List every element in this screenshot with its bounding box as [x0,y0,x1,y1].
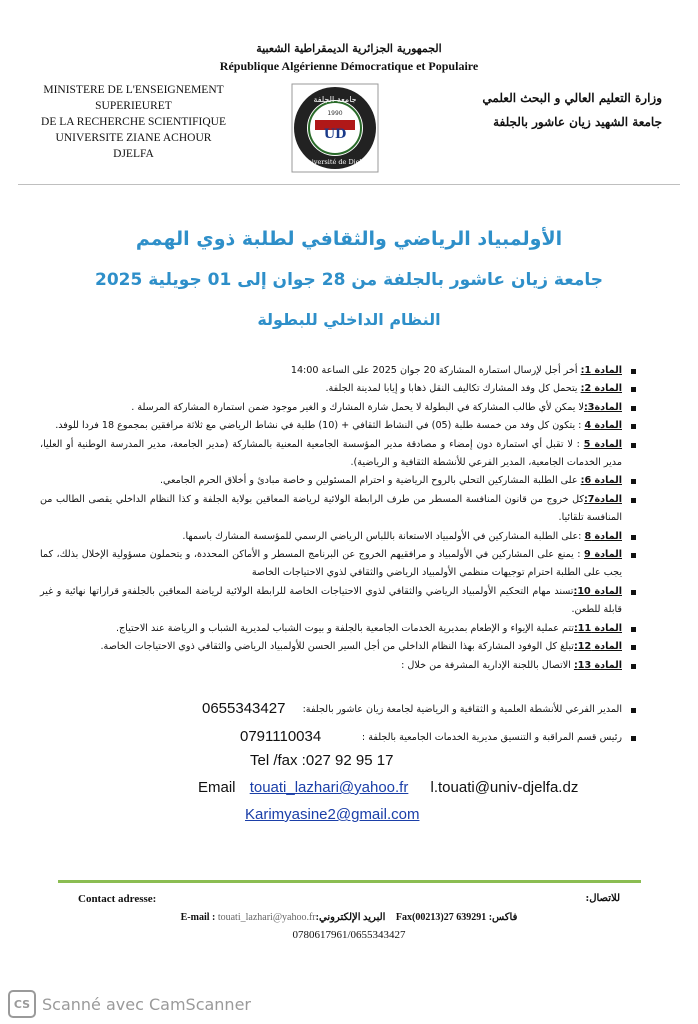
article-text: كل خروج من قانون المنافسة المسطر من طرف الرابطة الولائية لرياضة المعاقين بولاية الجلفة و كذا النظام الداخلي يقصى الطالب من المنافسة تلقائيا. [40,493,622,524]
email-link[interactable]: touati_lazhari@yahoo.fr [249,779,409,796]
university-name-ar: جامعة الشهيد زيان عاشور بالجلفة [493,115,662,129]
contact-chief-phone[interactable]: 0791110034 [240,728,322,745]
ministry-name-ar: وزارة التعليم العالي و البحث العلمي [482,91,662,105]
article-text: لا يمكن لأي طالب المشاركة في البطولة لا يحمل شارة المشارك و الغير موجود ضمن استمارة المشاركة المرسلة . [131,401,584,413]
list-item [40,399,640,417]
ministry-block-fr [6,82,261,162]
footer-email-ar: :البريد الإلكتروني [315,912,386,923]
contact-chief [40,730,640,752]
camscanner-icon: CS [8,990,36,1018]
ministry-line: DJELFA [113,148,154,160]
footer-fax: Fax(00213)27 639291 :فاكس [395,912,518,923]
article-label: المادة 5 [583,438,623,450]
articles-list [40,362,640,675]
list-item [40,528,640,546]
article-label: المادة 6: [580,475,622,487]
list-item [40,657,640,675]
article-text: يتحمل كل وفد المشارك تكاليف النقل ذهابا و إيابا لمدينة الجلفة. [325,383,581,395]
article-text: الاتصال باللجنة الإدارية المشرفة من خلال : [401,659,574,671]
email-label: Email [198,779,236,796]
tel-fax: Tel /fax :027 92 95 17 [250,752,394,769]
logo-letters: UD [323,127,347,142]
article-label: المادة 8 [584,530,622,542]
article-text: تبلغ كل الوفود المشاركة بهذا النظام الداخلي من أجل السير الحسن للأولمبياد الرياضي والثقافي ذوي الاحتياجات الخاصة. [100,641,574,653]
article-text: : يمنع على المشاركين في الأولمبياد و مرافقيهم الخروج عن البرنامج المسطر و الأماكن المحددة، و يتحملون مسؤولية الإخلال بذلك، كما يجب على الطلبة احترام توجيهات منظمي الأولمبياد الرياضي والثقافي لذوي الاحتياجات الخاصة [40,549,622,579]
event-title: الأولمبياد الرياضي والثقافي لطلبة ذوي الهمم [135,228,563,250]
article-text: على الطلبة المشاركين التحلي بالروح الرياضية و احترام المسئولين و خاصة مبادئ و أخلاق الحرم الجامعي. [159,475,581,487]
email-link[interactable]: Karimyasine2@gmail.com [245,806,420,823]
article-label: المادة 2: [580,383,622,395]
article-label: المادة 11: [573,622,622,634]
logo-text-bottom: Université de Djelfa [302,158,368,166]
contact-chief-label: رئيس قسم المراقبة و التنسيق مديرية الخدمات الجامعية بالجلفة : [361,732,622,743]
article-label: المادة 9 [584,549,622,561]
ministry-line: MINISTERE DE L'ENSEIGNEMENT SUPERIEURET [43,84,224,112]
list-item [40,380,640,398]
article-label: المادة 4 [584,420,622,432]
contact-director-label: المدير الفرعي للأنشطة العلمية و الثقافية و الرياضية لجامعة زيان عاشور بالجلفة: [302,704,622,715]
article-text: أخر أجل لإرسال استمارة المشاركة 20 جوان 2025 على الساعة 14:00 [290,365,581,376]
logo-text-top: جامعة الجلفة [313,95,357,104]
rules-title: النظام الداخلي للبطولة [257,310,441,329]
list-item [40,362,640,380]
list-item [40,491,640,528]
article-label: المادة3: [583,401,622,413]
article-label: المادة 1: [580,365,622,376]
footer-contact-en: Contact adresse: [78,893,157,905]
republic-name-ar: الجمهورية الجزائرية الديمقراطية الشعبية [256,42,442,55]
list-item [40,417,640,435]
footer-divider [58,880,641,883]
article-label: المادة 10: [573,585,622,597]
university-logo-icon [290,82,380,174]
ministry-line: DE LA RECHERCHE SCIENTIFIQUE [41,116,226,128]
list-item [40,546,640,583]
logo-year: 1990 [327,110,343,117]
article-label: المادة 13: [573,659,622,671]
contact-director-phone[interactable]: 0655343427 [202,700,286,717]
article-text: : لا تقبل أي استمارة دون إمضاء و مصادقة مدير المؤسسة الجامعية المعنية بالمشاركة (مدير الجامعة، مدير المدرسة الوطنية أو العليا، مدير الخدمات الجامعية، المدير الفرعي للأنشطة الثقافية و الرياضية). [40,438,622,469]
email-row [198,779,578,796]
bullet-icon [631,708,636,713]
article-text: :على الطلبة المشاركين في الأولمبياد الاستعانة باللباس الرياضي الرسمي للمؤسسة المشارك باسمها. [182,530,585,542]
article-text: : يتكون كل وفد من خمسة طلبة (05) في النشاط الثقافي + (10) طلبة في نشاط الرياضي مع ثلاثة مرافقين بمجموع 18 فردا للوفد. [55,420,585,432]
header-divider [18,184,680,185]
footer-email-fax [0,912,698,923]
article-text: تسند مهام التحكيم الأولمبياد الرياضي والثقافي لذوي الاحتياجات الخاصة للرابطة الولائية لرياضة المعاقين بالجلفةو قراراتها نهائية و غير قابلة للطعن. [40,585,622,616]
footer-phones: 0780617961/0655343427 [292,929,406,941]
email-link[interactable]: l.touati@univ-djelfa.dz [430,779,579,796]
ministry-line: UNIVERSITE ZIANE ACHOUR [55,132,212,144]
list-item [40,620,640,638]
ministry-block-ar [432,86,662,134]
footer-email[interactable]: touati_lazhari@yahoo.fr [215,912,316,923]
list-item [40,472,640,490]
list-item [40,583,640,620]
event-dates: جامعة زيان عاشور بالجلفة من 28 جوان إلى 01 جويلية 2025 [94,270,603,290]
camscanner-text: Scanné avec CamScanner [42,994,251,1014]
article-label: المادة 12: [573,641,622,653]
bullet-icon [631,736,636,741]
republic-name-fr: République Algérienne Démocratique et Populaire [219,59,479,73]
list-item [40,436,640,473]
article-label: المادة7: [583,493,622,505]
contact-director [40,702,640,724]
list-item [40,638,640,656]
camscanner-watermark [8,990,251,1018]
footer-contact-ar: للاتصال: [585,893,620,904]
footer-email-label: E-mail : [180,912,216,923]
article-text: تتم عملية الإيواء و الإطعام بمديرية الخدمات الجامعية بالجلفة و بيوت الشباب لمديرية الشباب و الرياضة عند الاحتياج. [115,622,574,634]
